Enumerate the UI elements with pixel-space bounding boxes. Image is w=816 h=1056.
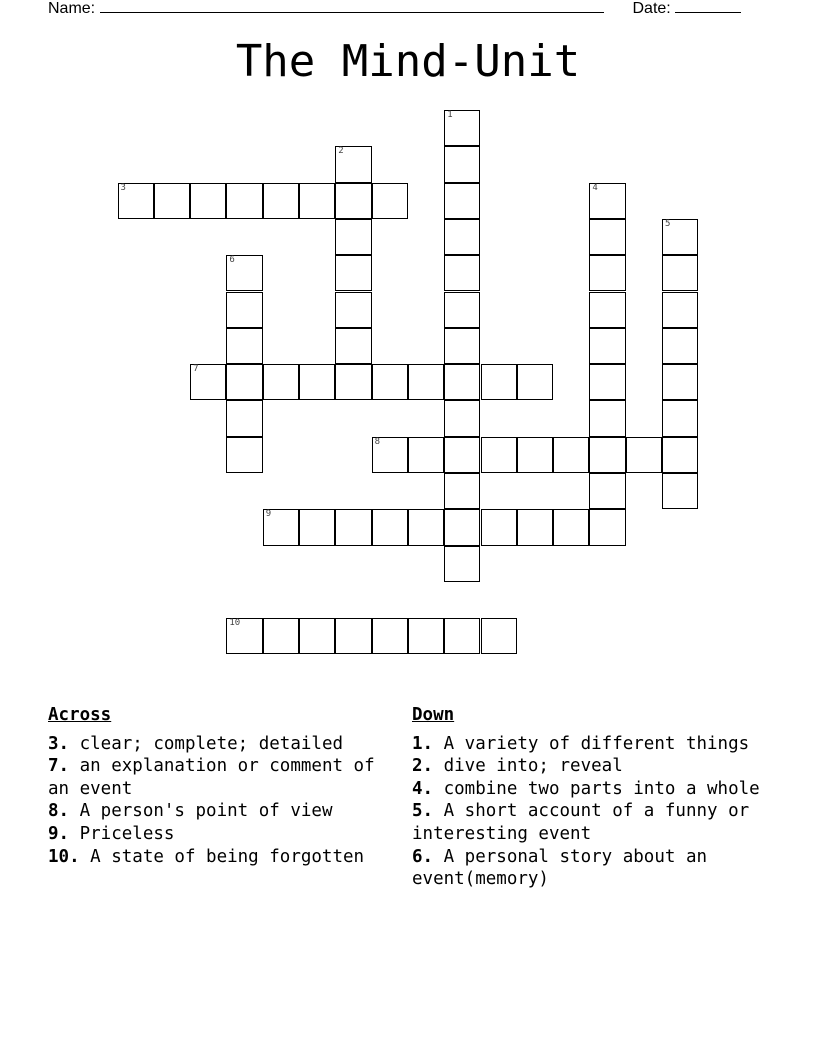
clue-text: A personal story about an event(memory) [412, 846, 708, 890]
grid-cell[interactable] [589, 364, 625, 400]
clue-text: A short account of a funny or interesting event [412, 801, 750, 844]
down-clue [412, 733, 772, 756]
grid-cell[interactable] [226, 183, 262, 219]
grid-cell[interactable] [226, 292, 262, 328]
down-clue [412, 778, 772, 801]
clue-text: an explanation or comment of an event [48, 756, 375, 799]
cell-number: 9 [265, 509, 272, 520]
grid-cell[interactable] [589, 437, 625, 473]
grid-cell[interactable] [118, 183, 154, 219]
grid-cell[interactable] [226, 328, 262, 364]
clue-number: 6. [412, 846, 434, 867]
grid-cell[interactable] [190, 364, 226, 400]
grid-cell[interactable] [444, 509, 480, 545]
grid-cell[interactable] [481, 364, 517, 400]
clue-text: Priceless [69, 823, 175, 844]
cell-number: 1 [447, 110, 453, 120]
grid-cell[interactable] [372, 618, 408, 654]
grid-cell[interactable] [444, 546, 480, 582]
grid-cell[interactable] [263, 364, 299, 400]
grid-cell[interactable] [444, 364, 480, 400]
grid-cell[interactable] [517, 509, 553, 545]
across-clue [48, 733, 378, 756]
grid-cell[interactable] [589, 292, 625, 328]
grid-cell[interactable] [589, 400, 625, 436]
grid-cell[interactable] [517, 437, 553, 473]
grid-cell[interactable] [553, 509, 589, 545]
grid-cell[interactable] [372, 437, 408, 473]
clue-number: 10. [48, 846, 80, 867]
clue-text: A variety of different things [433, 733, 750, 754]
grid-cell[interactable] [372, 183, 408, 219]
grid-cell[interactable] [408, 364, 444, 400]
grid-cell[interactable] [589, 509, 625, 545]
date-label: Date: [632, 0, 671, 17]
clue-text: combine two parts into a whole [433, 778, 760, 799]
grid-cell[interactable] [662, 400, 698, 436]
clue-text: dive into; reveal [433, 756, 623, 777]
cell-number: 2 [338, 146, 344, 157]
grid-cell[interactable] [263, 183, 299, 219]
across-clue [48, 800, 378, 823]
grid-cell[interactable] [662, 219, 698, 255]
grid-cell[interactable] [190, 183, 226, 219]
cell-number: 8 [374, 436, 381, 447]
grid-cell[interactable] [444, 146, 480, 182]
cell-number: 4 [592, 182, 598, 193]
grid-cell[interactable] [263, 618, 299, 654]
grid-cell[interactable] [335, 509, 371, 545]
grid-cell[interactable] [154, 183, 190, 219]
grid-cell[interactable] [226, 364, 262, 400]
grid-cell[interactable] [335, 146, 371, 182]
grid-cell[interactable] [335, 292, 371, 328]
cell-number: 10 [229, 618, 241, 629]
clue-number: 4. [412, 778, 434, 799]
grid-cell[interactable] [444, 328, 480, 364]
clue-number: 7. [48, 756, 70, 777]
grid-cell[interactable] [335, 364, 371, 400]
down-clue [412, 755, 772, 778]
grid-cell[interactable] [553, 437, 589, 473]
grid-cell[interactable] [444, 292, 480, 328]
grid-cell[interactable] [444, 473, 480, 509]
grid-cell[interactable] [662, 473, 698, 509]
puzzle-title: The Mind-Unit [235, 36, 581, 87]
clue-text: A person's point of view [69, 801, 333, 822]
grid-cell[interactable] [408, 437, 444, 473]
grid-cell[interactable] [662, 437, 698, 473]
cell-number: 7 [193, 364, 199, 375]
grid-cell[interactable] [335, 618, 371, 654]
grid-cell[interactable] [481, 618, 517, 654]
grid-cell[interactable] [226, 618, 262, 654]
grid-cell[interactable] [299, 183, 335, 219]
grid-cell[interactable] [299, 509, 335, 545]
grid-cell[interactable] [589, 328, 625, 364]
across-clues [48, 704, 378, 868]
grid-cell[interactable] [335, 183, 371, 219]
grid-cell[interactable] [226, 400, 262, 436]
grid-cell[interactable] [226, 437, 262, 473]
grid-cell[interactable] [589, 183, 625, 219]
grid-cell[interactable] [226, 255, 262, 291]
down-heading: Down [412, 705, 455, 725]
grid-cell[interactable] [299, 364, 335, 400]
clue-number: 2. [412, 756, 434, 777]
grid-cell[interactable] [589, 219, 625, 255]
cell-number: 5 [665, 218, 671, 229]
clue-number: 5. [412, 801, 434, 822]
clue-number: 3. [48, 733, 70, 754]
grid-cell[interactable] [589, 255, 625, 291]
across-clue [48, 846, 378, 869]
clue-number: 1. [412, 733, 434, 754]
grid-cell[interactable] [444, 255, 480, 291]
clue-number: 8. [48, 801, 70, 822]
grid-cell[interactable] [444, 400, 480, 436]
grid-cell[interactable] [444, 183, 480, 219]
clue-number: 9. [48, 823, 70, 844]
clue-text: clear; complete; detailed [69, 733, 344, 754]
cell-number: 6 [229, 255, 235, 266]
across-heading: Across [48, 705, 112, 725]
cell-number: 3 [120, 182, 126, 193]
grid-cell[interactable] [626, 437, 662, 473]
grid-cell[interactable] [444, 110, 480, 146]
across-clue [48, 823, 378, 846]
grid-cell[interactable] [444, 618, 480, 654]
grid-cell[interactable] [408, 509, 444, 545]
grid-cell[interactable] [299, 618, 335, 654]
grid-cell[interactable] [335, 328, 371, 364]
grid-cell[interactable] [517, 364, 553, 400]
grid-cell[interactable] [589, 473, 625, 509]
grid-cell[interactable] [662, 364, 698, 400]
grid-cell[interactable] [263, 509, 299, 545]
grid-cell[interactable] [481, 437, 517, 473]
grid-cell[interactable] [335, 255, 371, 291]
grid-cell[interactable] [408, 618, 444, 654]
grid-cell[interactable] [372, 364, 408, 400]
name-label: Name: [48, 0, 96, 17]
down-clue [412, 846, 772, 891]
grid-cell[interactable] [662, 328, 698, 364]
grid-cell[interactable] [662, 255, 698, 291]
grid-cell[interactable] [444, 219, 480, 255]
grid-cell[interactable] [444, 437, 480, 473]
grid-cell[interactable] [372, 509, 408, 545]
across-clue-list [48, 733, 378, 869]
across-clue [48, 755, 378, 800]
down-clue-list [412, 733, 772, 891]
down-clues [412, 704, 772, 891]
clue-text: A state of being forgotten [79, 846, 365, 867]
grid-cell[interactable] [662, 292, 698, 328]
grid-cell[interactable] [335, 219, 371, 255]
grid-cell[interactable] [481, 509, 517, 545]
down-clue [412, 800, 772, 845]
